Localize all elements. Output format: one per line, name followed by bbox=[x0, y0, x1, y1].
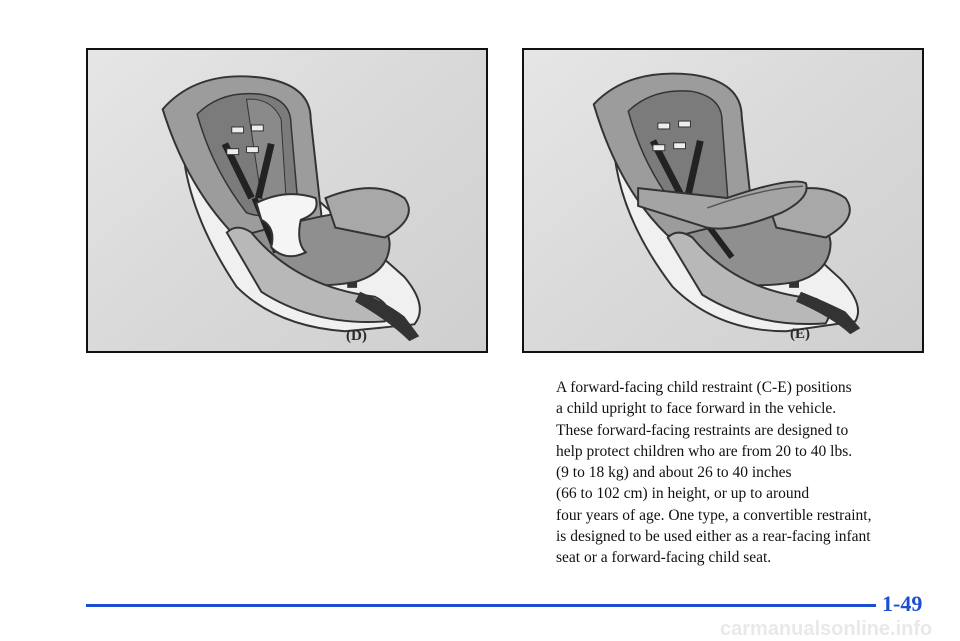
child-seat-illustration-d bbox=[88, 50, 486, 351]
page-number: 1-49 bbox=[882, 591, 923, 616]
body-line: These forward‑facing restraints are designed to bbox=[556, 421, 849, 439]
body-line: seat or a forward‑facing child seat. bbox=[556, 549, 772, 567]
body-line: A forward‑facing child restraint (C‑E) positions bbox=[556, 379, 852, 396]
body-line: a child upright to face forward in the vehicle. bbox=[556, 400, 837, 418]
body-line: (9 to 18 kg) and about 26 to 40 inches bbox=[556, 464, 792, 482]
figure-label-d: (D) bbox=[346, 328, 367, 344]
body-line: four years of age. One type, a convertible restraint, bbox=[556, 506, 872, 524]
child-seat-illustration-e bbox=[524, 50, 922, 351]
figure-e bbox=[522, 48, 924, 353]
figure-label-e: (E) bbox=[790, 326, 810, 342]
body-line: is designed to be used either as a rear‑facing infant bbox=[556, 528, 871, 546]
footer-rule bbox=[86, 604, 876, 607]
body-paragraph bbox=[556, 377, 936, 569]
figure-d bbox=[86, 48, 488, 353]
watermark: carmanualsonline.info bbox=[720, 618, 933, 640]
body-line: help protect children who are from 20 to 40 lbs. bbox=[556, 442, 853, 460]
body-line: (66 to 102 cm) in height, or up to around bbox=[556, 485, 810, 503]
